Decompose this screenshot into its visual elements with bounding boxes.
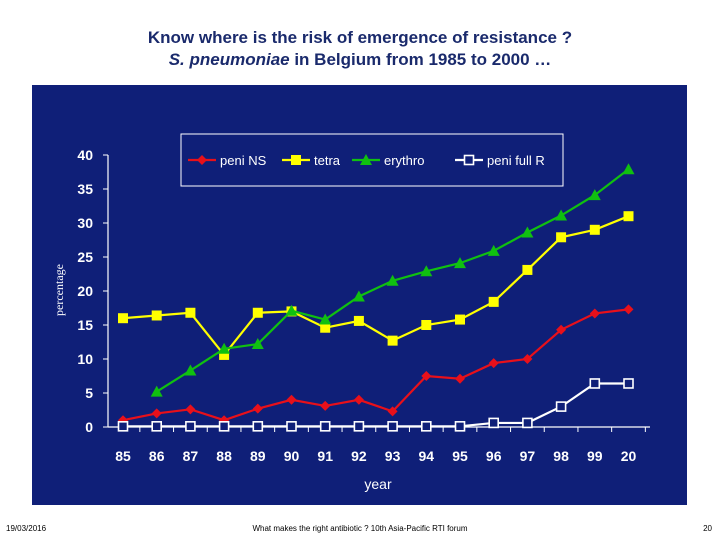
data-point-erythro (555, 210, 567, 221)
x-axis-title: year (364, 476, 392, 492)
data-point-tetra (118, 313, 128, 323)
x-tick-label: 92 (351, 448, 367, 464)
data-point-erythro (184, 365, 196, 376)
data-point-peni-ns (152, 408, 162, 418)
data-point-peni-ns (287, 395, 297, 405)
data-point-erythro (353, 290, 365, 301)
legend-label-peni-full-r: peni full R (487, 153, 545, 168)
y-axis-title: percentage (52, 264, 66, 316)
data-point-peni-ns (320, 401, 330, 411)
data-point-tetra (489, 297, 499, 307)
x-tick-label: 88 (216, 448, 232, 464)
legend-label-tetra: tetra (314, 153, 341, 168)
legend-label-peni-ns: peni NS (220, 153, 267, 168)
data-point-tetra (522, 265, 532, 275)
data-point-peni-full-r (557, 402, 566, 411)
subtitle-rest: in Belgium from 1985 to 2000 … (289, 50, 552, 69)
data-point-peni-full-r (354, 422, 363, 431)
data-point-tetra (354, 316, 364, 326)
y-tick-label: 5 (85, 385, 93, 401)
data-point-peni-full-r (422, 422, 431, 431)
legend-label-erythro: erythro (384, 153, 425, 168)
data-point-tetra (590, 225, 600, 235)
data-point-tetra (388, 336, 398, 346)
slide-title: Know where is the risk of emergence of resistance ? (147, 28, 573, 47)
y-tick-label: 10 (77, 351, 93, 367)
y-tick-label: 0 (85, 419, 93, 435)
data-point-peni-ns (455, 374, 465, 384)
y-tick-label: 25 (77, 249, 93, 265)
data-point-peni-ns (624, 304, 634, 314)
x-tick-label: 86 (148, 448, 165, 464)
data-point-peni-ns (253, 404, 263, 414)
legend-marker-tetra (291, 155, 301, 165)
y-tick-label: 20 (77, 283, 93, 299)
x-tick-label: 87 (182, 448, 199, 464)
data-point-peni-full-r (220, 422, 229, 431)
data-point-tetra (152, 310, 162, 320)
data-point-peni-ns (489, 358, 499, 368)
x-tick-label: 20 (620, 448, 637, 464)
data-point-tetra (556, 232, 566, 242)
x-tick-label: 91 (317, 448, 333, 464)
data-point-tetra (253, 308, 263, 318)
data-point-peni-ns (185, 404, 195, 414)
data-point-peni-full-r (287, 422, 296, 431)
x-tick-label: 93 (384, 448, 401, 464)
footer-date: 19/03/2016 (6, 524, 47, 533)
data-point-erythro (521, 227, 533, 238)
x-tick-label: 89 (250, 448, 266, 464)
data-point-peni-full-r (186, 422, 195, 431)
data-point-peni-full-r (523, 418, 532, 427)
y-tick-label: 35 (77, 181, 93, 197)
x-tick-label: 94 (418, 448, 435, 464)
y-tick-label: 40 (77, 147, 93, 163)
data-point-tetra (185, 308, 195, 318)
data-point-peni-ns (590, 308, 600, 318)
data-point-peni-full-r (388, 422, 397, 431)
x-tick-label: 97 (519, 448, 536, 464)
footer-page-number: 20 (703, 524, 712, 533)
data-point-peni-full-r (489, 418, 498, 427)
data-point-erythro (151, 386, 163, 397)
data-point-tetra (421, 320, 431, 330)
data-point-peni-ns (354, 395, 364, 405)
data-point-tetra (624, 211, 634, 221)
x-tick-label: 99 (587, 448, 603, 464)
footer-event: What makes the right antibiotic ? 10th Asia-Pacific RTI forum (252, 524, 468, 533)
x-tick-label: 90 (283, 448, 300, 464)
data-point-peni-full-r (456, 422, 465, 431)
x-tick-label: 98 (553, 448, 569, 464)
x-tick-label: 95 (452, 448, 468, 464)
legend-marker-peni-full-r (465, 156, 474, 165)
x-tick-label: 85 (115, 448, 131, 464)
data-point-peni-full-r (624, 379, 633, 388)
data-point-peni-full-r (253, 422, 262, 431)
subtitle-organism: S. pneumoniae (168, 50, 290, 69)
y-tick-label: 30 (77, 215, 93, 231)
y-tick-label: 15 (77, 317, 93, 333)
data-point-erythro (623, 163, 635, 174)
data-point-peni-full-r (119, 422, 128, 431)
data-point-tetra (455, 315, 465, 325)
x-tick-label: 96 (485, 448, 502, 464)
data-point-peni-full-r (321, 422, 330, 431)
data-point-peni-full-r (590, 379, 599, 388)
data-point-peni-full-r (152, 422, 161, 431)
data-point-erythro (488, 245, 500, 256)
series-line-tetra (123, 216, 629, 355)
